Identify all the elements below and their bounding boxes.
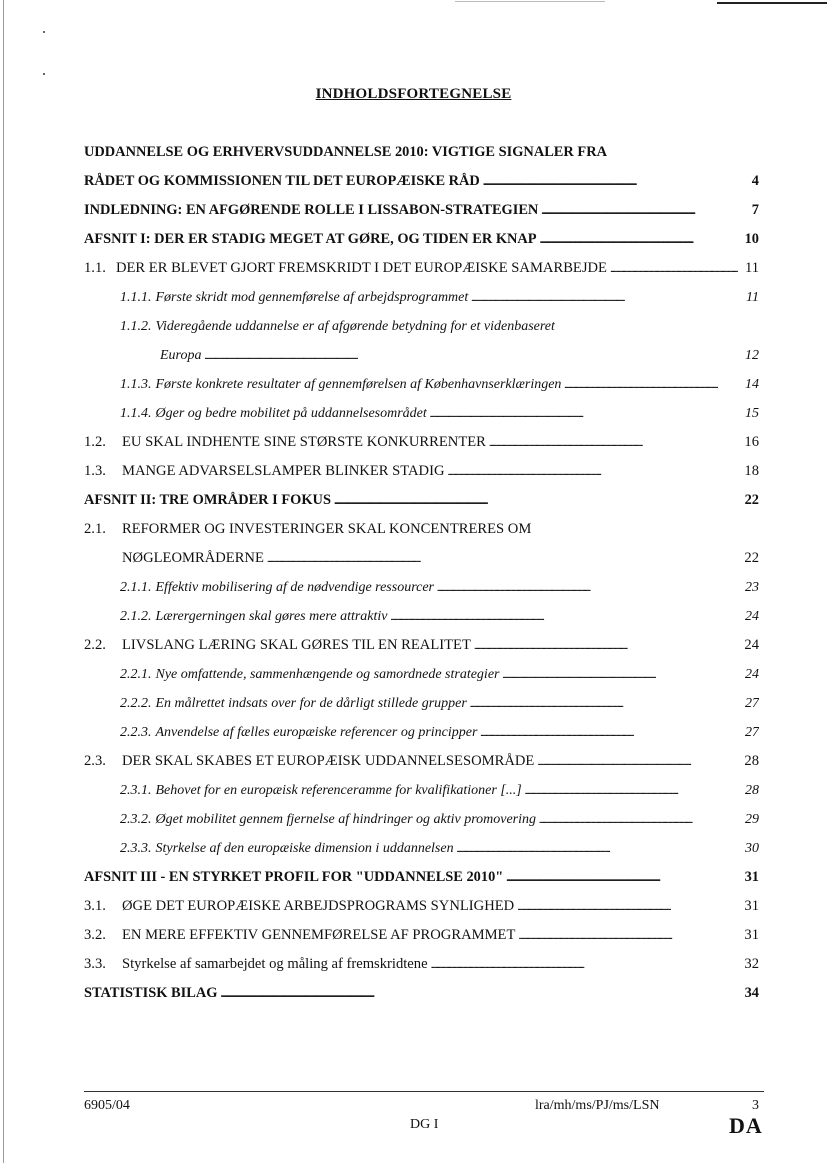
toc-page-number: 11 <box>744 260 759 276</box>
toc-dot-leader <box>204 341 738 370</box>
toc-dot-leader <box>525 776 738 805</box>
toc-dot-leader <box>448 457 739 486</box>
toc-entry <box>84 950 759 979</box>
toc-dot-leader <box>537 747 738 776</box>
toc-dot-leader <box>220 979 738 1008</box>
toc-entry <box>84 660 759 689</box>
toc-entry <box>84 515 759 573</box>
toc-entry <box>84 805 759 834</box>
toc-dot-leader <box>506 863 738 892</box>
toc-entry-title: Første konkrete resultater af gennemførelsen af Københavnserklæringen <box>155 377 562 392</box>
toc-line <box>84 486 759 515</box>
toc-dot-leader <box>391 602 738 631</box>
page-title: INDHOLDSFORTEGNELSE <box>315 86 512 102</box>
toc-dot-leader <box>480 718 738 747</box>
toc-line <box>84 950 759 979</box>
footer-rule <box>84 1091 764 1092</box>
toc-dot-leader <box>431 950 738 979</box>
toc-line <box>84 515 759 544</box>
table-of-contents <box>84 138 759 1008</box>
toc-entry-title: En målrettet indsats over for de dårligt stillede grupper <box>155 696 467 711</box>
toc-entry <box>84 631 759 660</box>
toc-entry <box>84 573 759 602</box>
toc-line <box>120 341 759 370</box>
toc-dot-leader <box>541 196 738 225</box>
toc-entry <box>84 863 759 892</box>
toc-page-number: 31 <box>744 927 759 943</box>
toc-line <box>84 544 759 573</box>
toc-page-number: 11 <box>746 290 759 305</box>
toc-line <box>120 312 759 341</box>
toc-entry-title: DER ER BLEVET GJORT FREMSKRIDT I DET EUROPÆISKE SAMARBEJDE <box>115 260 607 276</box>
toc-entry-title: AFSNIT I: DER ER STADIG MEGET AT GØRE, OG TIDEN ER KNAP <box>84 231 537 247</box>
toc-entry-title: INDLEDNING: EN AFGØRENDE ROLLE I LISSABON-STRATEGIEN <box>84 202 539 218</box>
toc-entry <box>84 457 759 486</box>
toc-line <box>84 863 759 892</box>
toc-entry <box>84 399 759 428</box>
toc-page-number: 27 <box>745 696 759 711</box>
toc-entry-title: AFSNIT II: TRE OMRÅDER I FOKUS <box>84 492 331 508</box>
toc-entry-number: 2.3.2. <box>120 812 152 827</box>
toc-page-number: 22 <box>744 492 759 508</box>
toc-dot-leader <box>540 225 738 254</box>
toc-entry <box>84 254 759 283</box>
toc-entry-number: 3.2. <box>84 927 106 943</box>
toc-entry-number: 2.2.1. <box>120 667 152 682</box>
scan-edge-line <box>3 0 4 1163</box>
toc-dot-leader <box>539 805 738 834</box>
toc-line <box>84 892 759 921</box>
toc-dot-leader <box>517 892 738 921</box>
toc-page-number: 31 <box>744 869 759 885</box>
toc-line <box>84 979 759 1008</box>
toc-entry <box>84 312 759 370</box>
toc-entry-title: Behovet for en europæisk referenceramme for kvalifikationer [...] <box>155 783 522 798</box>
toc-page-number: 14 <box>745 377 759 392</box>
toc-entry-number: 1.1.3. <box>120 377 152 392</box>
toc-entry <box>84 283 759 312</box>
toc-dot-leader <box>430 399 738 428</box>
toc-entry <box>84 689 759 718</box>
toc-entry <box>84 196 759 225</box>
toc-page-number: 18 <box>744 463 759 479</box>
toc-entry-title: EU SKAL INDHENTE SINE STØRSTE KONKURRENTER <box>122 434 486 450</box>
toc-entry-number: 1.1.4. <box>120 406 152 421</box>
toc-entry-title: AFSNIT III - EN STYRKET PROFIL FOR "UDDANNELSE 2010" <box>84 869 504 885</box>
toc-dot-leader <box>610 254 738 283</box>
toc-entry-number: 2.2.3. <box>120 725 152 740</box>
toc-page-number: 32 <box>744 956 759 972</box>
toc-page-number: 7 <box>751 202 759 218</box>
toc-entry-title: Styrkelse af samarbejdet og måling af fremskridtene <box>122 956 428 972</box>
toc-dot-leader <box>502 660 738 689</box>
footer-page-number: 3 <box>752 1098 759 1113</box>
toc-entry-number: 2.3. <box>84 753 106 769</box>
toc-entry-title: Videregående uddannelse er af afgørende betydning for et videnbaseret <box>155 319 555 334</box>
toc-dot-leader <box>518 921 738 950</box>
toc-line <box>120 399 759 428</box>
toc-entry-title: NØGLEOMRÅDERNE <box>122 550 264 566</box>
toc-entry-number: 2.2.2. <box>120 696 152 711</box>
toc-page-number: 24 <box>744 637 759 653</box>
toc-entry-title: REFORMER OG INVESTERINGER SKAL KONCENTRERES OM <box>122 521 532 537</box>
toc-line <box>120 573 759 602</box>
toc-line <box>120 370 759 399</box>
toc-entry-number: 2.2. <box>84 637 106 653</box>
toc-entry-number: 1.1.1. <box>120 290 152 305</box>
toc-entry-number: 1.1.2. <box>120 319 152 334</box>
toc-page-number: 24 <box>745 609 759 624</box>
toc-dot-leader <box>267 544 738 573</box>
toc-dot-leader <box>457 834 738 863</box>
toc-line <box>120 776 759 805</box>
toc-line <box>120 283 759 312</box>
toc-line <box>84 428 759 457</box>
toc-line <box>84 196 759 225</box>
scan-speck <box>43 31 45 33</box>
toc-dot-leader <box>437 573 738 602</box>
toc-line <box>84 457 759 486</box>
toc-entry-number: 3.3. <box>84 956 106 972</box>
footer-directorate: DG I <box>410 1117 439 1132</box>
toc-entry-title: LIVSLANG LÆRING SKAL GØRES TIL EN REALITET <box>122 637 471 653</box>
toc-entry <box>84 225 759 254</box>
toc-entry-title: Anvendelse af fælles europæiske referencer og principper <box>155 725 478 740</box>
toc-dot-leader <box>470 689 738 718</box>
toc-line <box>120 689 759 718</box>
toc-entry <box>84 370 759 399</box>
toc-entry-title: UDDANNELSE OG ERHVERVSUDDANNELSE 2010: VIGTIGE SIGNALER FRA <box>84 144 607 160</box>
toc-entry-title: Nye omfattende, sammenhængende og samordnede strategier <box>155 667 500 682</box>
toc-page-number: 23 <box>745 580 759 595</box>
toc-page-number: 28 <box>745 783 759 798</box>
toc-page-number: 24 <box>745 667 759 682</box>
footer-initials: lra/mh/ms/PJ/ms/LSN <box>535 1098 660 1113</box>
toc-line <box>120 834 759 863</box>
toc-entry <box>84 602 759 631</box>
toc-entry <box>84 921 759 950</box>
footer-doc-ref: 6905/04 <box>84 1098 130 1113</box>
toc-entry <box>84 486 759 515</box>
toc-entry-number: 1.2. <box>84 434 106 450</box>
toc-page-number: 15 <box>745 406 759 421</box>
toc-entry-number: 1.3. <box>84 463 106 479</box>
toc-page-number: 16 <box>744 434 759 450</box>
toc-entry-number: 2.3.1. <box>120 783 152 798</box>
toc-dot-leader <box>564 370 738 399</box>
toc-entry-number: 3.1. <box>84 898 106 914</box>
toc-page-number: 10 <box>744 231 759 247</box>
toc-entry <box>84 979 759 1008</box>
toc-dot-leader <box>489 428 738 457</box>
toc-line <box>84 225 759 254</box>
toc-entry <box>84 834 759 863</box>
scan-speck <box>43 73 45 75</box>
toc-entry-title: Lærergerningen skal gøres mere attraktiv <box>155 609 388 624</box>
toc-entry-title: DER SKAL SKABES ET EUROPÆISK UDDANNELSESOMRÅDE <box>122 753 535 769</box>
toc-entry-number: 1.1. <box>84 260 106 276</box>
toc-entry <box>84 718 759 747</box>
toc-line <box>84 747 759 776</box>
footer-language: DA <box>729 1113 763 1138</box>
toc-page-number: 27 <box>745 725 759 740</box>
toc-line <box>84 167 759 196</box>
toc-entry-title: Europa <box>160 348 202 363</box>
toc-page-number: 4 <box>751 173 759 189</box>
toc-entry-title: RÅDET OG KOMMISSIONEN TIL DET EUROPÆISKE RÅD <box>84 173 480 189</box>
toc-entry-title: Første skridt mod gennemførelse af arbejdsprogrammet <box>155 290 469 305</box>
toc-entry-title: STATISTISK BILAG <box>84 985 218 1001</box>
toc-page-number: 31 <box>744 898 759 914</box>
toc-entry-number: 2.1. <box>84 521 106 537</box>
toc-line <box>120 602 759 631</box>
toc-entry <box>84 892 759 921</box>
toc-dot-leader <box>474 631 738 660</box>
toc-dot-leader <box>471 283 738 312</box>
toc-line <box>84 921 759 950</box>
toc-entry-number: 2.1.1. <box>120 580 152 595</box>
toc-dot-leader <box>334 486 738 515</box>
toc-entry <box>84 776 759 805</box>
toc-entry-title: Styrkelse af den europæiske dimension i uddannelsen <box>155 841 454 856</box>
toc-entry <box>84 428 759 457</box>
toc-entry-number: 2.1.2. <box>120 609 152 624</box>
toc-entry-title: Øget mobilitet gennem fjernelse af hindringer og aktiv promovering <box>155 812 537 827</box>
toc-page-number: 34 <box>744 985 759 1001</box>
toc-line <box>84 254 759 283</box>
toc-entry-title: ØGE DET EUROPÆISKE ARBEJDSPROGRAMS SYNLIGHED <box>122 898 515 914</box>
toc-entry-number: 2.3.3. <box>120 841 152 856</box>
toc-line <box>120 660 759 689</box>
toc-entry-title: EN MERE EFFEKTIV GENNEMFØRELSE AF PROGRAMMET <box>122 927 516 943</box>
toc-page-number: 12 <box>745 348 759 363</box>
toc-entry-title: Effektiv mobilisering af de nødvendige ressourcer <box>155 580 435 595</box>
toc-line <box>84 138 759 167</box>
toc-page-number: 29 <box>745 812 759 827</box>
toc-entry-title: Øger og bedre mobilitet på uddannelsesområdet <box>155 406 427 421</box>
toc-line <box>84 631 759 660</box>
toc-page-number: 22 <box>744 550 759 566</box>
toc-entry-title: MANGE ADVARSELSLAMPER BLINKER STADIG <box>122 463 445 479</box>
toc-line <box>120 718 759 747</box>
scan-top-bar <box>717 2 827 4</box>
scan-top-line <box>455 1 605 2</box>
toc-entry <box>84 747 759 776</box>
toc-page-number: 30 <box>745 841 759 856</box>
toc-entry <box>84 138 759 196</box>
toc-line <box>120 805 759 834</box>
toc-dot-leader <box>483 167 738 196</box>
toc-page-number: 28 <box>744 753 759 769</box>
